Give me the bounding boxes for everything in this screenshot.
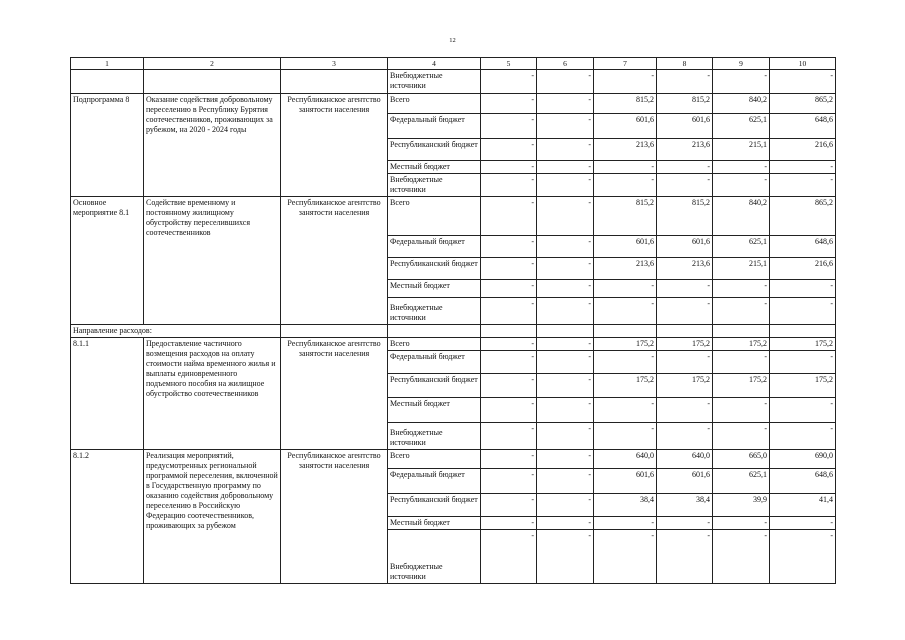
value-cell: - (594, 517, 657, 530)
value-cell: - (537, 449, 594, 468)
header-cell: 10 (770, 58, 836, 70)
source-cell: Внебюджетные источники (388, 530, 481, 584)
name-cell: Содействие временному и постоянному жилищному обустройству переселившихся соотечественников (144, 197, 281, 325)
value-cell: - (770, 351, 836, 374)
table-row (71, 70, 836, 93)
table-row (71, 93, 836, 113)
value-cell: - (481, 469, 537, 494)
value-cell: 175,2 (594, 374, 657, 397)
value-cell: - (770, 70, 836, 93)
source-cell: Федеральный бюджет (388, 235, 481, 257)
value-cell: - (537, 235, 594, 257)
value-cell: - (537, 494, 594, 517)
value-cell: 216,6 (770, 257, 836, 279)
value-cell: 39,9 (713, 494, 770, 517)
value-cell: - (537, 138, 594, 160)
executor-cell: Республиканское агентство занятости населения (281, 93, 388, 197)
value-cell: 601,6 (657, 113, 713, 138)
value-cell: - (713, 297, 770, 324)
source-cell: Местный бюджет (388, 161, 481, 174)
value-cell: - (537, 93, 594, 113)
value-cell: - (481, 517, 537, 530)
source-cell: Республиканский бюджет (388, 494, 481, 517)
value-cell: - (770, 279, 836, 297)
name-cell: Реализация мероприятий, предусмотренных региональной программой переселения, включенной в Государственную программу по оказанию содействия добровольному переселению в Российскую Федерацию соотечественников, проживающих за рубежом (144, 449, 281, 583)
value-cell: 840,2 (713, 197, 770, 235)
value-cell: - (481, 351, 537, 374)
value-cell: - (713, 161, 770, 174)
value-cell: - (594, 530, 657, 584)
value-cell: 665,0 (713, 449, 770, 468)
value-cell: - (481, 138, 537, 160)
value-cell: 175,2 (770, 374, 836, 397)
value-cell: - (481, 297, 537, 324)
value-cell: 815,2 (657, 197, 713, 235)
header-cell: 7 (594, 58, 657, 70)
value-cell: - (537, 113, 594, 138)
source-cell: Всего (388, 197, 481, 235)
value-cell: - (657, 297, 713, 324)
name-cell: Предоставление частичного возмещения расходов на оплату стоимости найма временного жилья и выплаты единовременного подъемного пособия на жилищное обустройство соотечественников (144, 338, 281, 450)
header-cell: 3 (281, 58, 388, 70)
executor-cell: Республиканское агентство занятости населения (281, 197, 388, 325)
header-cell: 8 (657, 58, 713, 70)
table-row (71, 449, 836, 468)
value-cell: - (770, 297, 836, 324)
value-cell: - (537, 70, 594, 93)
code-cell: Подпрограмма 8 (71, 93, 144, 197)
value-cell: - (657, 279, 713, 297)
source-cell: Местный бюджет (388, 517, 481, 530)
executor-cell: Республиканское агентство занятости населения (281, 338, 388, 450)
value-cell: - (594, 351, 657, 374)
source-cell: Республиканский бюджет (388, 138, 481, 160)
value-cell: - (594, 297, 657, 324)
value-cell: 38,4 (657, 494, 713, 517)
source-cell: Внебюджетные источники (388, 297, 481, 324)
value-cell: 648,6 (770, 113, 836, 138)
source-cell: Федеральный бюджет (388, 113, 481, 138)
header-cell: 4 (388, 58, 481, 70)
value-cell: 640,0 (594, 449, 657, 468)
header-cell: 6 (537, 58, 594, 70)
source-cell: Всего (388, 338, 481, 351)
header-row (71, 58, 836, 70)
value-cell: - (537, 174, 594, 197)
value-cell: 215,1 (713, 257, 770, 279)
source-cell: Всего (388, 449, 481, 468)
value-cell: - (481, 235, 537, 257)
value-cell: - (481, 161, 537, 174)
value-cell: - (594, 422, 657, 449)
value-cell: 815,2 (594, 197, 657, 235)
source-cell: Республиканский бюджет (388, 257, 481, 279)
value-cell: - (481, 397, 537, 422)
value-cell: 840,2 (713, 93, 770, 113)
source-cell: Всего (388, 93, 481, 113)
value-cell: - (713, 351, 770, 374)
source-cell: Внебюджетные источники (388, 174, 481, 197)
value-cell: 175,2 (713, 338, 770, 351)
value-cell: - (537, 257, 594, 279)
value-cell: - (770, 530, 836, 584)
value-cell: 601,6 (594, 235, 657, 257)
value-cell: - (481, 422, 537, 449)
value-cell: - (537, 297, 594, 324)
value-cell: 175,2 (713, 374, 770, 397)
value-cell: 640,0 (657, 449, 713, 468)
value-cell: - (537, 517, 594, 530)
value-cell: 625,1 (713, 113, 770, 138)
value-cell: 175,2 (657, 374, 713, 397)
value-cell: - (594, 161, 657, 174)
value-cell: 601,6 (594, 113, 657, 138)
source-cell: Внебюджетные источники (388, 70, 481, 93)
executor-cell: Республиканское агентство занятости населения (281, 449, 388, 583)
value-cell: - (770, 397, 836, 422)
value-cell: - (481, 70, 537, 93)
value-cell: 815,2 (657, 93, 713, 113)
value-cell: - (713, 279, 770, 297)
value-cell: - (537, 279, 594, 297)
value-cell: - (713, 70, 770, 93)
table-row (71, 338, 836, 351)
code-cell: 8.1.1 (71, 338, 144, 450)
value-cell: - (713, 174, 770, 197)
value-cell: 213,6 (594, 257, 657, 279)
value-cell: 648,6 (770, 469, 836, 494)
value-cell: 213,6 (657, 138, 713, 160)
value-cell: 625,1 (713, 469, 770, 494)
source-cell: Местный бюджет (388, 279, 481, 297)
section-row (71, 325, 836, 338)
value-cell: 216,6 (770, 138, 836, 160)
value-cell: - (657, 397, 713, 422)
value-cell: - (537, 161, 594, 174)
value-cell: - (481, 449, 537, 468)
value-cell: - (481, 113, 537, 138)
source-cell: Внебюджетные источники (388, 422, 481, 449)
value-cell: 648,6 (770, 235, 836, 257)
value-cell: - (713, 397, 770, 422)
value-cell: 690,0 (770, 449, 836, 468)
value-cell: - (481, 374, 537, 397)
value-cell: - (481, 257, 537, 279)
value-cell: - (594, 397, 657, 422)
value-cell: - (657, 161, 713, 174)
header-cell: 9 (713, 58, 770, 70)
value-cell: - (537, 422, 594, 449)
code-cell: Основное мероприятие 8.1 (71, 197, 144, 325)
value-cell: - (594, 279, 657, 297)
source-cell: Федеральный бюджет (388, 469, 481, 494)
value-cell: - (657, 174, 713, 197)
section-label: Направление расходов: (71, 325, 281, 338)
budget-table (70, 57, 836, 584)
value-cell: 38,4 (594, 494, 657, 517)
value-cell: - (481, 279, 537, 297)
value-cell: 41,4 (770, 494, 836, 517)
header-cell: 5 (481, 58, 537, 70)
value-cell: - (537, 530, 594, 584)
value-cell: 213,6 (657, 257, 713, 279)
value-cell: - (770, 161, 836, 174)
value-cell: 213,6 (594, 138, 657, 160)
value-cell: - (537, 338, 594, 351)
value-cell: - (594, 174, 657, 197)
value-cell: - (657, 70, 713, 93)
value-cell: 175,2 (770, 338, 836, 351)
value-cell: - (770, 517, 836, 530)
header-cell: 1 (71, 58, 144, 70)
value-cell: - (481, 530, 537, 584)
value-cell: - (713, 530, 770, 584)
value-cell: - (657, 422, 713, 449)
value-cell: 215,1 (713, 138, 770, 160)
header-cell: 2 (144, 58, 281, 70)
value-cell: - (713, 422, 770, 449)
value-cell: 625,1 (713, 235, 770, 257)
value-cell: - (594, 70, 657, 93)
value-cell: 601,6 (657, 235, 713, 257)
name-cell: Оказание содействия добровольному переселению в Республику Бурятия соотечественников, проживающих за рубежом, на 2020 - 2024 годы (144, 93, 281, 197)
value-cell: 815,2 (594, 93, 657, 113)
value-cell: 601,6 (657, 469, 713, 494)
value-cell: - (481, 494, 537, 517)
value-cell: - (481, 338, 537, 351)
value-cell: - (657, 517, 713, 530)
value-cell: - (713, 517, 770, 530)
table-row (71, 197, 836, 235)
code-cell: 8.1.2 (71, 449, 144, 583)
value-cell: - (481, 174, 537, 197)
value-cell: 865,2 (770, 197, 836, 235)
source-cell: Федеральный бюджет (388, 351, 481, 374)
value-cell: - (481, 93, 537, 113)
value-cell: - (770, 174, 836, 197)
value-cell: - (537, 197, 594, 235)
value-cell: - (537, 397, 594, 422)
value-cell: - (537, 351, 594, 374)
value-cell: - (481, 197, 537, 235)
value-cell: - (537, 374, 594, 397)
value-cell: 175,2 (657, 338, 713, 351)
value-cell: - (537, 469, 594, 494)
value-cell: 601,6 (594, 469, 657, 494)
value-cell: 175,2 (594, 338, 657, 351)
value-cell: - (657, 351, 713, 374)
value-cell: - (770, 422, 836, 449)
source-cell: Республиканский бюджет (388, 374, 481, 397)
page-number: 12 (449, 37, 456, 44)
value-cell: - (657, 530, 713, 584)
source-cell: Местный бюджет (388, 397, 481, 422)
value-cell: 865,2 (770, 93, 836, 113)
